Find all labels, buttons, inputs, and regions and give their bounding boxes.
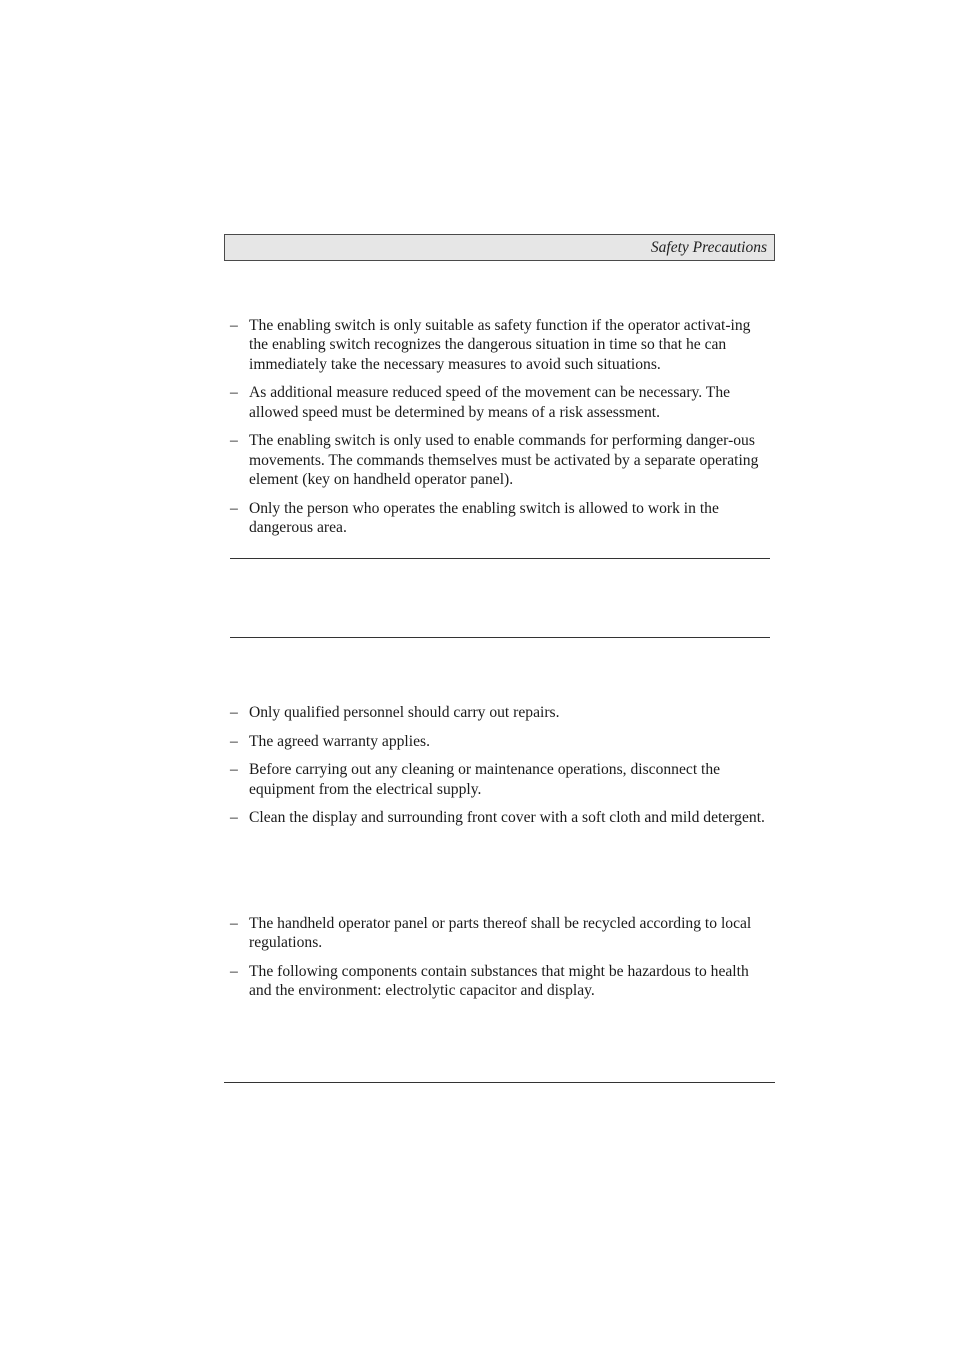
list-item-text: Only qualified personnel should carry out repairs.	[249, 704, 560, 721]
page-header-title: Safety Precautions	[650, 239, 767, 256]
list-item	[230, 316, 772, 374]
bullet-dash: –	[230, 384, 238, 402]
bullet-dash: –	[230, 432, 238, 450]
bullet-dash: –	[230, 732, 238, 750]
bullet-dash: –	[230, 499, 238, 517]
list-item-text: Only the person who operates the enabling switch is allowed to work in the dangerous area.	[249, 499, 719, 536]
bullet-dash: –	[230, 704, 238, 721]
footer-rule	[224, 1082, 775, 1083]
list-item	[230, 383, 772, 422]
list-item-text: The following components contain substances that might be hazardous to health and the environment: electrolytic capacitor and display.	[249, 962, 749, 1000]
list-item	[230, 760, 772, 799]
section-divider	[230, 558, 770, 559]
list-item-text: As additional measure reduced speed of the movement can be necessary. The allowed speed must be determined by means of a risk assessment.	[249, 384, 731, 421]
bullet-dash: –	[230, 761, 238, 779]
bullet-dash: –	[230, 317, 238, 334]
disposal-list	[230, 914, 772, 1010]
list-item-text: Clean the display and surrounding front cover with a soft cloth and mild detergent.	[249, 809, 765, 827]
maintenance-list	[230, 703, 772, 837]
list-item	[230, 732, 772, 751]
list-item	[230, 499, 772, 538]
list-item	[230, 703, 772, 722]
list-item	[230, 431, 772, 489]
bullet-dash: –	[230, 962, 238, 980]
list-item	[230, 808, 772, 827]
list-item-text: Before carrying out any cleaning or maintenance operations, disconnect the equipment from the electrical supply.	[249, 761, 721, 798]
section-divider	[230, 637, 770, 638]
bullet-dash: –	[230, 809, 238, 827]
list-item	[230, 914, 772, 953]
list-item-text: The enabling switch is only suitable as safety function if the operator activat-ing the enabling switch recognizes the dangerous situation in time so that he can immediately take the necessary measures to avoid such situations.	[249, 317, 751, 373]
list-item-text: The handheld operator panel or parts thereof shall be recycled according to local regulations.	[249, 915, 752, 952]
list-item-text: The enabling switch is only used to enable commands for performing danger-ous movements. The commands themselves must be activated by a separate operating element (key on handheld operator panel).	[249, 432, 759, 488]
list-item	[230, 962, 772, 1001]
bullet-dash: –	[230, 915, 238, 932]
enabling-switch-list	[230, 316, 772, 547]
page-header-bar	[224, 234, 775, 261]
list-item-text: The agreed warranty applies.	[249, 732, 430, 750]
